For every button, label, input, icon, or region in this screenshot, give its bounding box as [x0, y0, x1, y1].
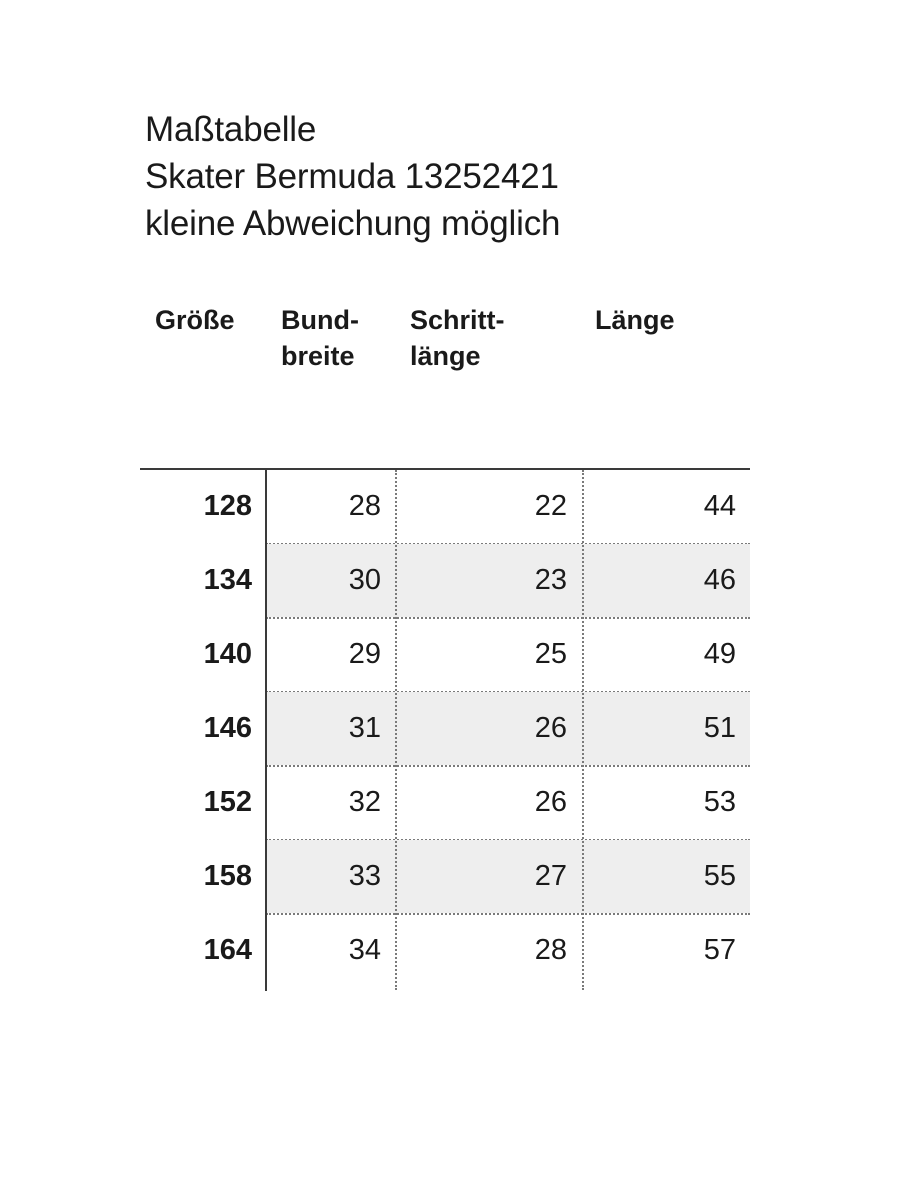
- column-divider: [395, 470, 397, 990]
- cell-size: 158: [203, 860, 252, 892]
- column-header-length-label: Länge: [595, 305, 675, 335]
- cell-waist: 32: [348, 786, 381, 818]
- cell-inseam: 26: [534, 786, 567, 818]
- table-top-rule: [140, 468, 750, 470]
- column-header-waist-line2: breite: [281, 341, 355, 371]
- column-header-length: [595, 302, 675, 338]
- cell-size: 152: [203, 786, 252, 818]
- table-left-rule: [265, 469, 267, 991]
- cell-inseam: 22: [534, 490, 567, 522]
- title-block: [145, 106, 560, 247]
- cell-length: 51: [703, 712, 736, 744]
- cell-length: 55: [703, 860, 736, 892]
- cell-waist: 30: [348, 564, 381, 596]
- cell-size: 140: [203, 638, 252, 670]
- cell-length: 57: [703, 934, 736, 966]
- table-row: [140, 914, 750, 987]
- table-row: [140, 544, 750, 617]
- deviation-note: kleine Abweichung möglich: [145, 204, 561, 243]
- cell-waist: 29: [348, 638, 381, 670]
- cell-waist: 28: [348, 490, 381, 522]
- column-header-size: [155, 302, 235, 338]
- column-header-size-label: Größe: [155, 305, 235, 335]
- cell-waist: 31: [348, 712, 381, 744]
- table-row: [140, 692, 750, 765]
- cell-inseam: 27: [534, 860, 567, 892]
- column-header-inseam: [410, 302, 505, 374]
- cell-length: 44: [703, 490, 736, 522]
- cell-size: 164: [203, 934, 252, 966]
- column-header-waist-line1: Bund-: [281, 305, 359, 335]
- column-header-waist: [281, 302, 359, 374]
- column-divider: [582, 470, 584, 990]
- cell-inseam: 23: [534, 564, 567, 596]
- table-row: [140, 470, 750, 543]
- cell-size: 146: [203, 712, 252, 744]
- cell-inseam: 28: [534, 934, 567, 966]
- table-row: [140, 618, 750, 691]
- table-row: [140, 840, 750, 913]
- cell-size: 134: [203, 564, 252, 596]
- cell-inseam: 25: [534, 638, 567, 670]
- cell-waist: 34: [348, 934, 381, 966]
- cell-length: 46: [703, 564, 736, 596]
- column-header-inseam-line2: länge: [410, 341, 481, 371]
- column-header-inseam-line1: Schritt-: [410, 305, 505, 335]
- cell-length: 49: [703, 638, 736, 670]
- cell-length: 53: [703, 786, 736, 818]
- table-row: [140, 766, 750, 839]
- cell-inseam: 26: [534, 712, 567, 744]
- product-name: Skater Bermuda 13252421: [145, 157, 559, 196]
- page-title: Maßtabelle: [145, 110, 317, 149]
- cell-size: 128: [203, 490, 252, 522]
- cell-waist: 33: [348, 860, 381, 892]
